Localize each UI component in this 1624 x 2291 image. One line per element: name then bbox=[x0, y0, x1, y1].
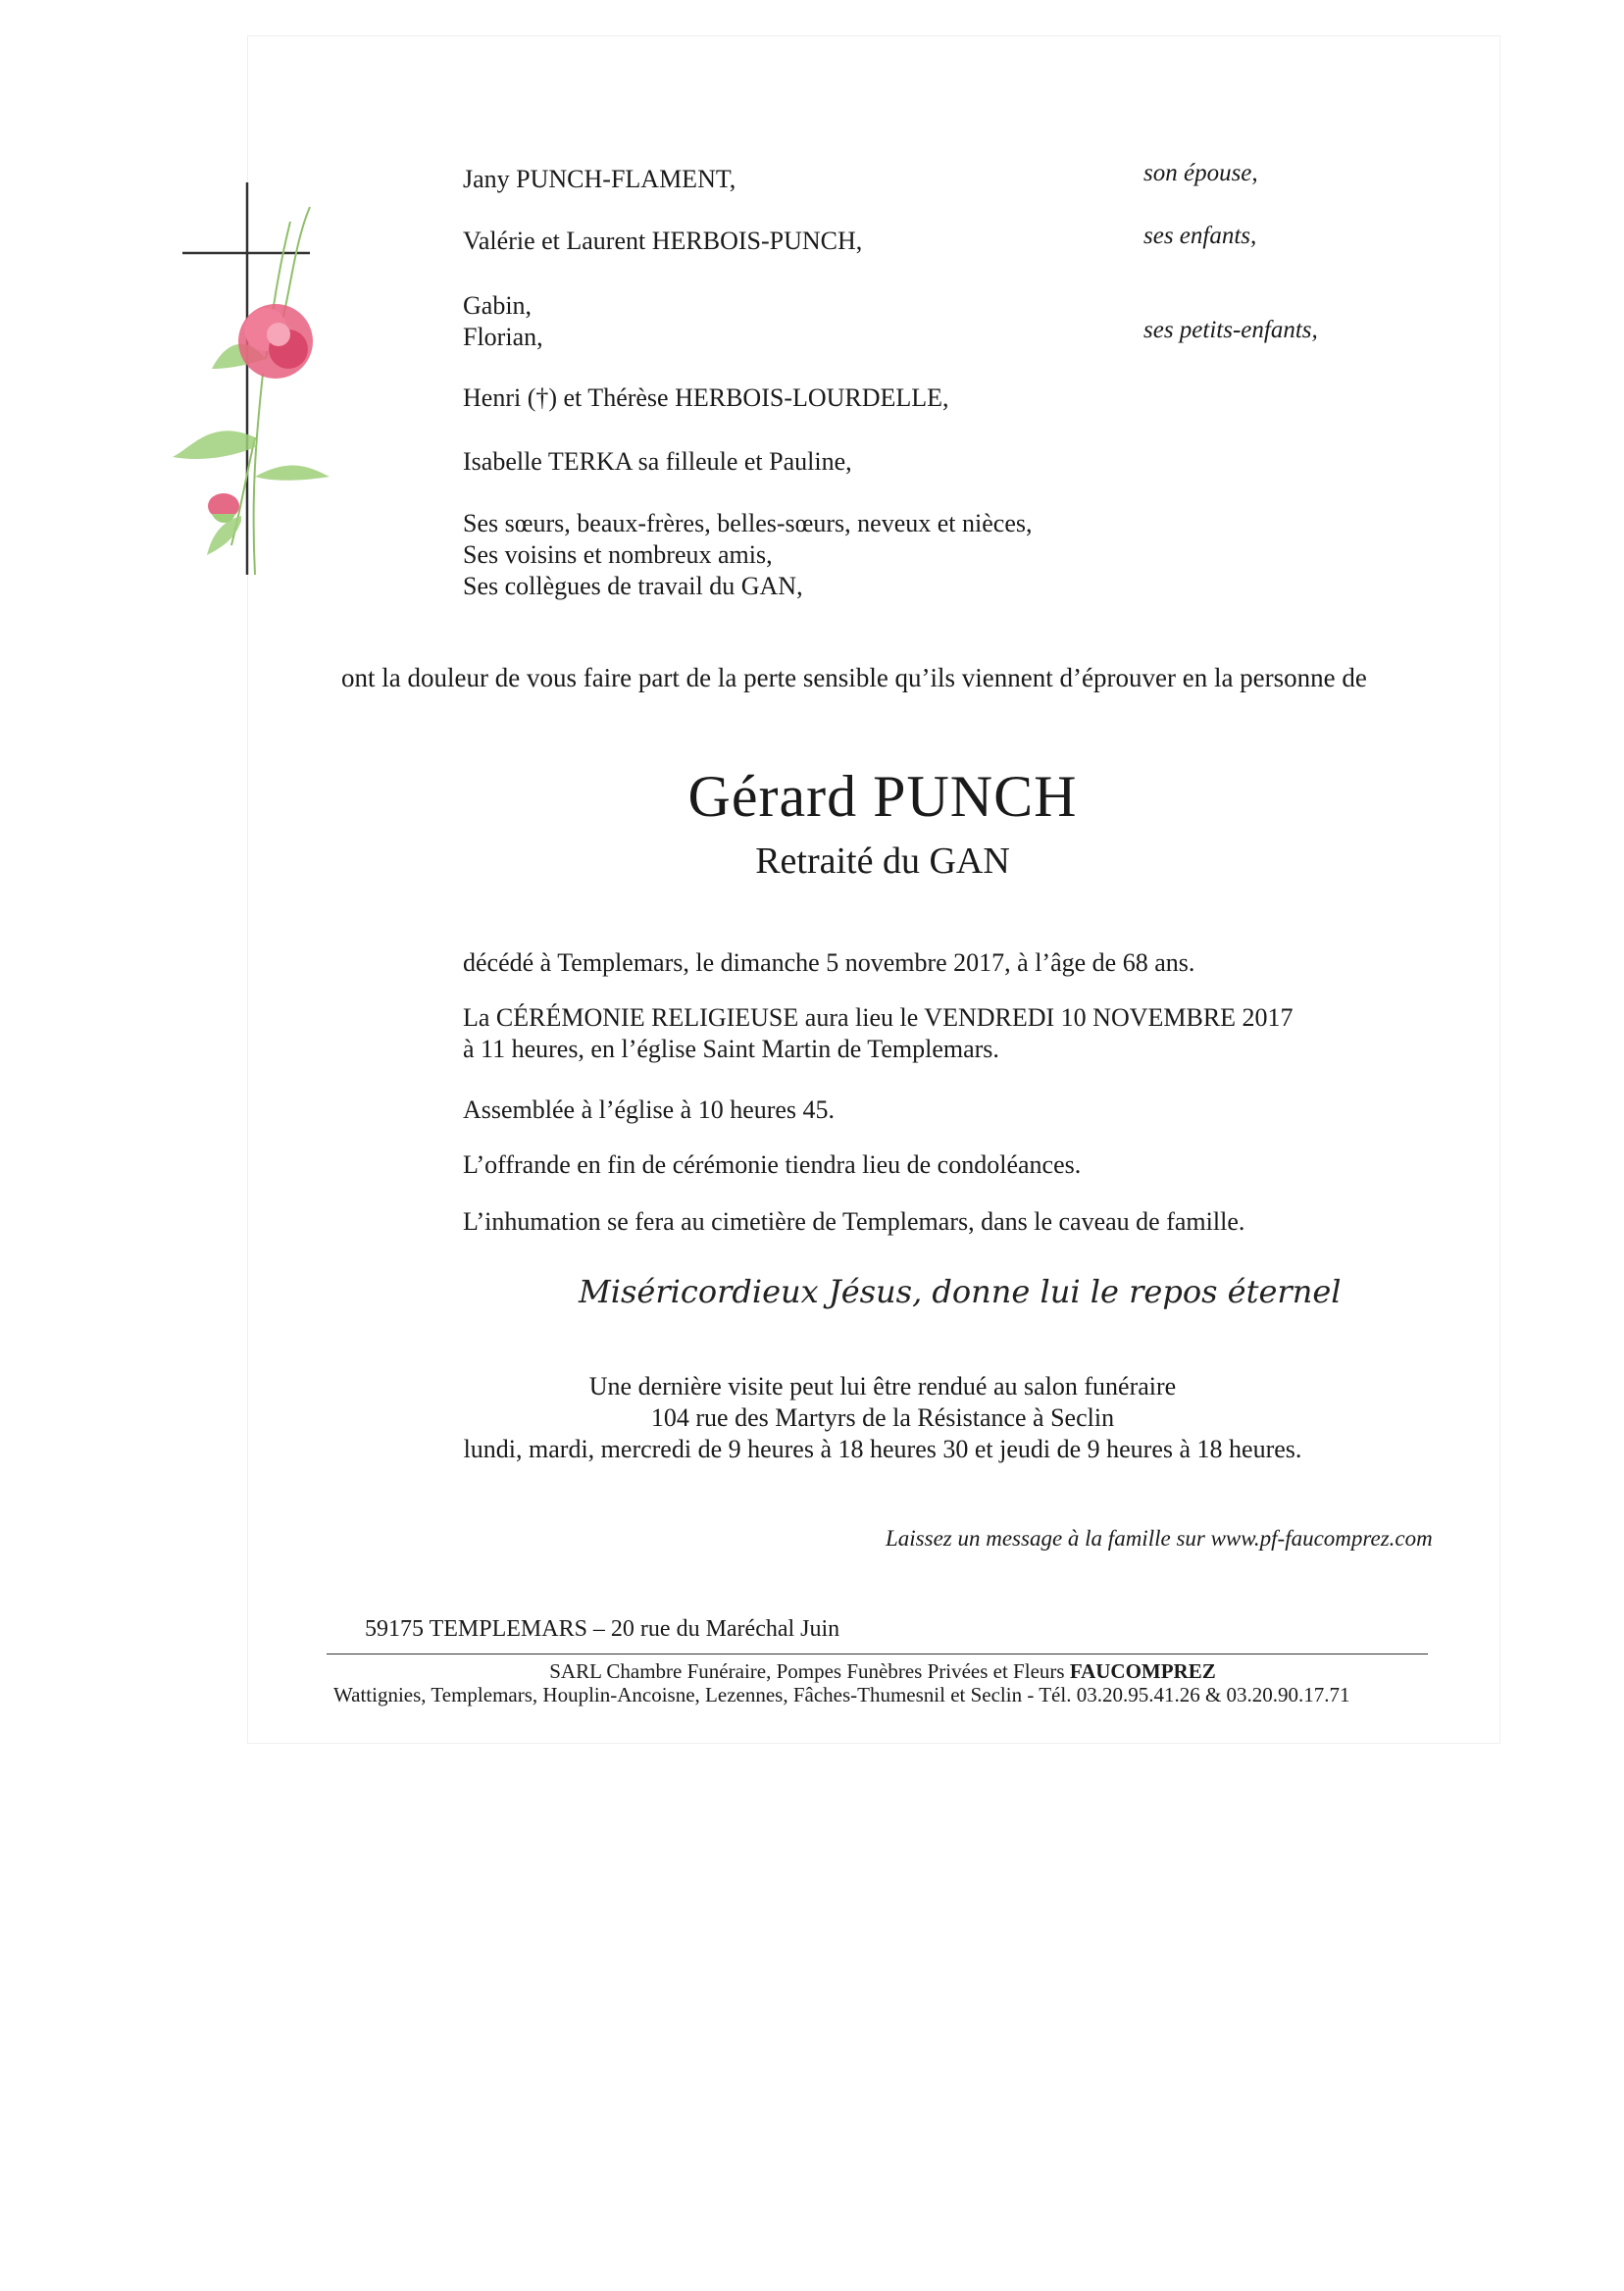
family-goddaughter bbox=[463, 446, 852, 478]
burial-info: L’inhumation se fera au cimetière de Templemars, dans le caveau de famille. bbox=[463, 1207, 1245, 1236]
family-children bbox=[463, 226, 862, 257]
ceremony-line: La CÉRÉMONIE RELIGIEUSE aura lieu le VENDREDI 10 NOVEMBRE 2017 bbox=[463, 1003, 1294, 1032]
company-prefix: SARL Chambre Funéraire, Pompes Funèbres Privées et Fleurs bbox=[549, 1659, 1065, 1683]
company-name: FAUCOMPREZ bbox=[1069, 1659, 1216, 1683]
visit-info bbox=[464, 1371, 1302, 1465]
flower-stems bbox=[231, 207, 310, 575]
family-spouse bbox=[463, 164, 736, 195]
death-notice: décédé à Templemars, le dimanche 5 novembre 2017, à l’âge de 68 ans. bbox=[463, 948, 1195, 977]
footer-towns-phone: Wattignies, Templemars, Houplin-Ancoisne, Lezennes, Fâches-Thumesnil et Seclin - Tél. 03.20.95.41.26 & 03.20.90.17.71 bbox=[333, 1683, 1350, 1706]
visit-line: 104 rue des Martyrs de la Résistance à Seclin bbox=[650, 1403, 1115, 1432]
website-note: Laissez un message à la famille sur www.pf-faucomprez.com bbox=[886, 1526, 1433, 1551]
deceased-name: Gérard PUNCH bbox=[687, 764, 1078, 829]
footer-divider bbox=[327, 1654, 1428, 1655]
family-line: Gabin, bbox=[463, 291, 533, 320]
visit-line: Une dernière visite peut lui être rendué au salon funéraire bbox=[588, 1372, 1177, 1400]
family-line: Henri (†) et Thérèse HERBOIS-LOURDELLE, bbox=[463, 383, 949, 412]
family-grandchildren bbox=[463, 290, 543, 353]
family-line: Isabelle TERKA sa filleule et Pauline, bbox=[463, 447, 852, 476]
prayer-line: Miséricordieux Jésus, donne lui le repos éternel bbox=[579, 1273, 1342, 1310]
intro-sentence: ont la douleur de vous faire part de la perte sensible qu’ils viennent d’éprouver en la personne de bbox=[341, 663, 1367, 692]
address: 59175 TEMPLEMARS – 20 rue du Maréchal Juin bbox=[365, 1616, 840, 1642]
carnation-flower bbox=[238, 304, 313, 379]
family-line: Ses voisins et nombreux amis, bbox=[463, 540, 773, 569]
visit-line: lundi, mardi, mercredi de 9 heures à 18 heures 30 et jeudi de 9 heures à 18 heures. bbox=[463, 1435, 1302, 1463]
role-label: son épouse, bbox=[1143, 160, 1258, 186]
offering-info: L’offrande en fin de cérémonie tiendra lieu de condoléances. bbox=[463, 1150, 1082, 1179]
page-frame bbox=[247, 35, 1500, 1744]
family-inlaws bbox=[463, 382, 949, 414]
footer-company bbox=[0, 1659, 1624, 1684]
ceremony-line: à 11 heures, en l’église Saint Martin de Templemars. bbox=[463, 1035, 999, 1063]
family-line: Ses collègues de travail du GAN, bbox=[463, 572, 803, 600]
family-others bbox=[463, 508, 1032, 602]
leaves bbox=[173, 344, 330, 555]
role-label: ses petits-enfants, bbox=[1143, 317, 1318, 343]
assembly-info: Assemblée à l’église à 10 heures 45. bbox=[463, 1095, 836, 1124]
cross-flower-illustration bbox=[173, 182, 359, 585]
family-line: Florian, bbox=[463, 323, 543, 351]
family-line: Ses sœurs, beaux-frères, belles-sœurs, neveux et nièces, bbox=[463, 509, 1033, 537]
ceremony-info bbox=[463, 1002, 1294, 1065]
family-line: Jany PUNCH-FLAMENT, bbox=[463, 165, 736, 193]
role-label: ses enfants, bbox=[1143, 223, 1257, 249]
deceased-subtitle: Retraité du GAN bbox=[755, 840, 1010, 882]
family-line: Valérie et Laurent HERBOIS-PUNCH, bbox=[463, 227, 863, 255]
